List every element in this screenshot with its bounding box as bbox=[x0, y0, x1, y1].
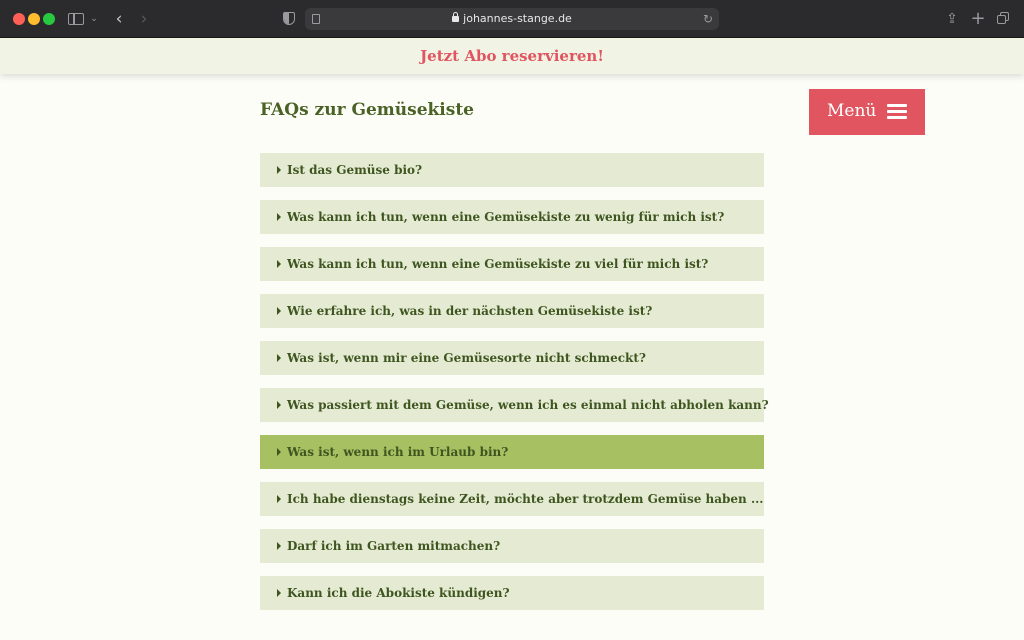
share-icon[interactable]: ⇪ bbox=[946, 11, 958, 27]
faq-item[interactable] bbox=[260, 388, 769, 422]
caret-right-icon bbox=[277, 495, 281, 503]
reload-icon[interactable]: ↻ bbox=[702, 12, 713, 26]
menu-button[interactable] bbox=[809, 89, 925, 135]
caret-right-icon bbox=[277, 542, 281, 550]
faq-question: Was kann ich tun, wenn eine Gemüsekiste zu viel für mich ist? bbox=[287, 257, 709, 271]
faq-question: Was passiert mit dem Gemüse, wenn ich es einmal nicht abholen kann? bbox=[287, 398, 769, 412]
minimize-window-button[interactable] bbox=[28, 13, 40, 25]
caret-right-icon bbox=[277, 260, 281, 268]
faq-question: Was ist, wenn mir eine Gemüsesorte nicht schmeckt? bbox=[287, 351, 646, 365]
browser-toolbar bbox=[0, 0, 1024, 38]
hamburger-icon bbox=[887, 104, 907, 120]
privacy-shield-icon[interactable] bbox=[283, 12, 295, 25]
forward-icon[interactable]: › bbox=[140, 9, 148, 29]
faq-item[interactable] bbox=[260, 576, 764, 610]
faq-item[interactable] bbox=[260, 200, 764, 234]
close-window-button[interactable] bbox=[13, 13, 25, 25]
caret-right-icon bbox=[277, 354, 281, 362]
reserve-subscription-link[interactable]: Jetzt Abo reservieren! bbox=[420, 47, 604, 65]
tabs-overview-icon[interactable] bbox=[997, 12, 1009, 24]
address-bar[interactable] bbox=[305, 8, 719, 30]
faq-question: Darf ich im Garten mitmachen? bbox=[287, 539, 501, 553]
sidebar-icon[interactable] bbox=[68, 9, 84, 29]
faq-question: Wie erfahre ich, was in der nächsten Gemüsekiste ist? bbox=[287, 304, 653, 318]
faq-question: Was ist, wenn ich im Urlaub bin? bbox=[287, 445, 509, 459]
faq-item-hovered[interactable] bbox=[260, 435, 764, 469]
faq-item[interactable] bbox=[260, 482, 764, 516]
new-tab-icon[interactable]: + bbox=[970, 8, 986, 29]
faq-list bbox=[260, 153, 769, 623]
caret-right-icon bbox=[277, 213, 281, 221]
back-icon[interactable]: ‹ bbox=[115, 9, 123, 29]
faq-item[interactable] bbox=[260, 529, 764, 563]
faq-item[interactable] bbox=[260, 294, 764, 328]
caret-right-icon bbox=[277, 401, 281, 409]
faq-question: Was kann ich tun, wenn eine Gemüsekiste zu wenig für mich ist? bbox=[287, 210, 725, 224]
menu-label: Menü bbox=[827, 101, 877, 121]
faq-question: Ich habe dienstags keine Zeit, möchte aber trotzdem Gemüse haben ... bbox=[287, 492, 764, 506]
faq-question: Ist das Gemüse bio? bbox=[287, 163, 423, 177]
faq-item[interactable] bbox=[260, 153, 764, 187]
lock-icon bbox=[452, 16, 459, 22]
faq-item[interactable] bbox=[260, 247, 764, 281]
faq-question: Kann ich die Abokiste kündigen? bbox=[287, 586, 510, 600]
url-text: johannes-stange.de bbox=[463, 12, 572, 25]
caret-right-icon bbox=[277, 589, 281, 597]
caret-right-icon bbox=[277, 448, 281, 456]
caret-right-icon bbox=[277, 166, 281, 174]
chevron-down-icon[interactable]: ⌄ bbox=[90, 14, 98, 24]
page-title: FAQs zur Gemüsekiste bbox=[260, 100, 474, 120]
faq-item[interactable] bbox=[260, 341, 764, 375]
zoom-window-button[interactable] bbox=[43, 13, 55, 25]
caret-right-icon bbox=[277, 307, 281, 315]
subscription-banner bbox=[0, 38, 1024, 74]
